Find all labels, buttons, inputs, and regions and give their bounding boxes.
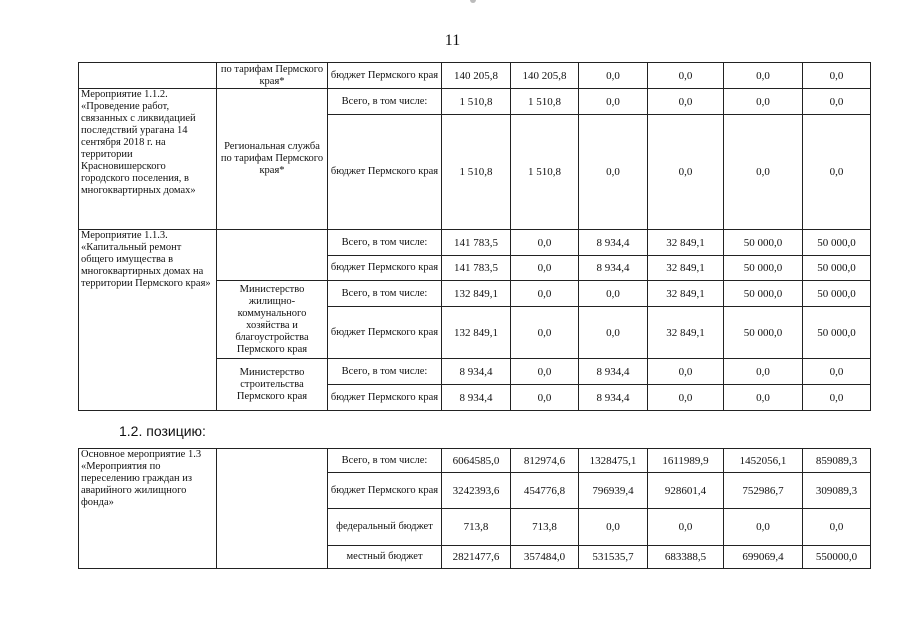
cell-executor: по тарифам Пермского края*: [217, 63, 328, 89]
cell-value: 0,0: [648, 509, 724, 546]
cell-value: 50 000,0: [803, 281, 871, 307]
cell-activity: Основное мероприятие 1.3 «Мероприятия по переселению граждан из аварийного жилищного фонда»: [79, 449, 217, 569]
cell-executor: Региональная служба по тарифам Пермского края*: [217, 89, 328, 230]
cell-value: 140 205,8: [442, 63, 511, 89]
page-number: 11: [444, 32, 461, 49]
scan-mark: [470, 0, 476, 3]
cell-value: 357484,0: [511, 546, 579, 569]
cell-value: 0,0: [648, 89, 724, 115]
cell-value: 550000,0: [803, 546, 871, 569]
cell-value: 0,0: [511, 307, 579, 359]
cell-value: 140 205,8: [511, 63, 579, 89]
cell-value: 0,0: [648, 115, 724, 230]
cell-value: 683388,5: [648, 546, 724, 569]
cell-value: 0,0: [803, 63, 871, 89]
cell-value: 8 934,4: [579, 230, 648, 256]
table-row: [79, 89, 871, 115]
cell-executor: Министерство жилищно-коммунального хозяйства и благоустройства Пермского края: [217, 281, 328, 359]
cell-executor: [217, 449, 328, 569]
cell-value: 1 510,8: [442, 89, 511, 115]
cell-value: 531535,7: [579, 546, 648, 569]
cell-value: 0,0: [724, 63, 803, 89]
cell-value: 32 849,1: [648, 230, 724, 256]
cell-value: 50 000,0: [803, 256, 871, 281]
cell-value: 1328475,1: [579, 449, 648, 473]
cell-value: 1 510,8: [511, 115, 579, 230]
cell-source: бюджет Пермского края: [328, 115, 442, 230]
cell-source: местный бюджет: [328, 546, 442, 569]
cell-source: бюджет Пермского края: [328, 63, 442, 89]
cell-value: 0,0: [724, 385, 803, 411]
cell-executor: [217, 230, 328, 281]
cell-value: 0,0: [579, 115, 648, 230]
cell-value: 2821477,6: [442, 546, 511, 569]
section-heading: 1.2. позицию:: [119, 423, 206, 439]
cell-value: 132 849,1: [442, 281, 511, 307]
cell-value: 1 510,8: [442, 115, 511, 230]
cell-value: 0,0: [511, 281, 579, 307]
cell-value: 0,0: [724, 115, 803, 230]
cell-value: 0,0: [511, 256, 579, 281]
cell-value: 1611989,9: [648, 449, 724, 473]
cell-value: 0,0: [803, 115, 871, 230]
budget-table-2: [78, 448, 871, 569]
cell-value: 3242393,6: [442, 473, 511, 509]
cell-value: 0,0: [579, 89, 648, 115]
cell-value: 0,0: [648, 359, 724, 385]
cell-value: 0,0: [724, 89, 803, 115]
cell-value: 752986,7: [724, 473, 803, 509]
cell-value: 309089,3: [803, 473, 871, 509]
cell-value: 859089,3: [803, 449, 871, 473]
cell-value: 0,0: [579, 63, 648, 89]
cell-value: 8 934,4: [442, 359, 511, 385]
cell-value: 50 000,0: [724, 256, 803, 281]
cell-source: Всего, в том числе:: [328, 281, 442, 307]
cell-source: Всего, в том числе:: [328, 449, 442, 473]
cell-value: 50 000,0: [803, 307, 871, 359]
cell-value: 0,0: [803, 359, 871, 385]
cell-value: 0,0: [511, 385, 579, 411]
table-row: [79, 230, 871, 256]
cell-value: 8 934,4: [579, 385, 648, 411]
cell-value: 0,0: [511, 230, 579, 256]
cell-value: 0,0: [648, 385, 724, 411]
cell-source: бюджет Пермского края: [328, 307, 442, 359]
cell-value: 141 783,5: [442, 230, 511, 256]
cell-value: 50 000,0: [724, 230, 803, 256]
cell-value: 132 849,1: [442, 307, 511, 359]
cell-value: 812974,6: [511, 449, 579, 473]
cell-value: 0,0: [579, 281, 648, 307]
cell-source: Всего, в том числе:: [328, 89, 442, 115]
cell-value: 1 510,8: [511, 89, 579, 115]
cell-value: 454776,8: [511, 473, 579, 509]
cell-source: федеральный бюджет: [328, 509, 442, 546]
table-row: [79, 63, 871, 89]
cell-value: 8 934,4: [442, 385, 511, 411]
cell-source: Всего, в том числе:: [328, 230, 442, 256]
cell-value: 699069,4: [724, 546, 803, 569]
cell-value: 32 849,1: [648, 307, 724, 359]
cell-value: 6064585,0: [442, 449, 511, 473]
cell-executor: Министерство строительства Пермского края: [217, 359, 328, 411]
cell-value: 0,0: [724, 359, 803, 385]
cell-value: 32 849,1: [648, 256, 724, 281]
cell-value: 32 849,1: [648, 281, 724, 307]
cell-value: 0,0: [579, 307, 648, 359]
cell-value: 0,0: [803, 385, 871, 411]
cell-value: 0,0: [724, 509, 803, 546]
cell-value: 1452056,1: [724, 449, 803, 473]
cell-value: 713,8: [511, 509, 579, 546]
cell-activity: Мероприятие 1.1.2. «Проведение работ, связанных с ликвидацией последствий урагана 14 сентября 2018 г. на территории Красновишерского городского поселения, в многоквартирных домах»: [79, 89, 217, 230]
cell-source: бюджет Пермского края: [328, 385, 442, 411]
cell-value: 50 000,0: [724, 281, 803, 307]
cell-value: 713,8: [442, 509, 511, 546]
cell-value: 0,0: [511, 359, 579, 385]
table-row: [79, 449, 871, 473]
budget-table-1: [78, 62, 871, 411]
cell-value: 141 783,5: [442, 256, 511, 281]
cell-source: Всего, в том числе:: [328, 359, 442, 385]
cell-value: 0,0: [803, 89, 871, 115]
cell-value: 796939,4: [579, 473, 648, 509]
cell-value: 0,0: [803, 509, 871, 546]
cell-value: 0,0: [579, 509, 648, 546]
cell-source: бюджет Пермского края: [328, 473, 442, 509]
cell-value: 50 000,0: [724, 307, 803, 359]
cell-activity: [79, 63, 217, 89]
cell-activity: Мероприятие 1.1.3. «Капитальный ремонт общего имущества в многоквартирных домах на территории Пермского края»: [79, 230, 217, 411]
cell-value: 8 934,4: [579, 359, 648, 385]
cell-value: 0,0: [648, 63, 724, 89]
cell-value: 928601,4: [648, 473, 724, 509]
cell-source: бюджет Пермского края: [328, 256, 442, 281]
cell-value: 50 000,0: [803, 230, 871, 256]
cell-value: 8 934,4: [579, 256, 648, 281]
